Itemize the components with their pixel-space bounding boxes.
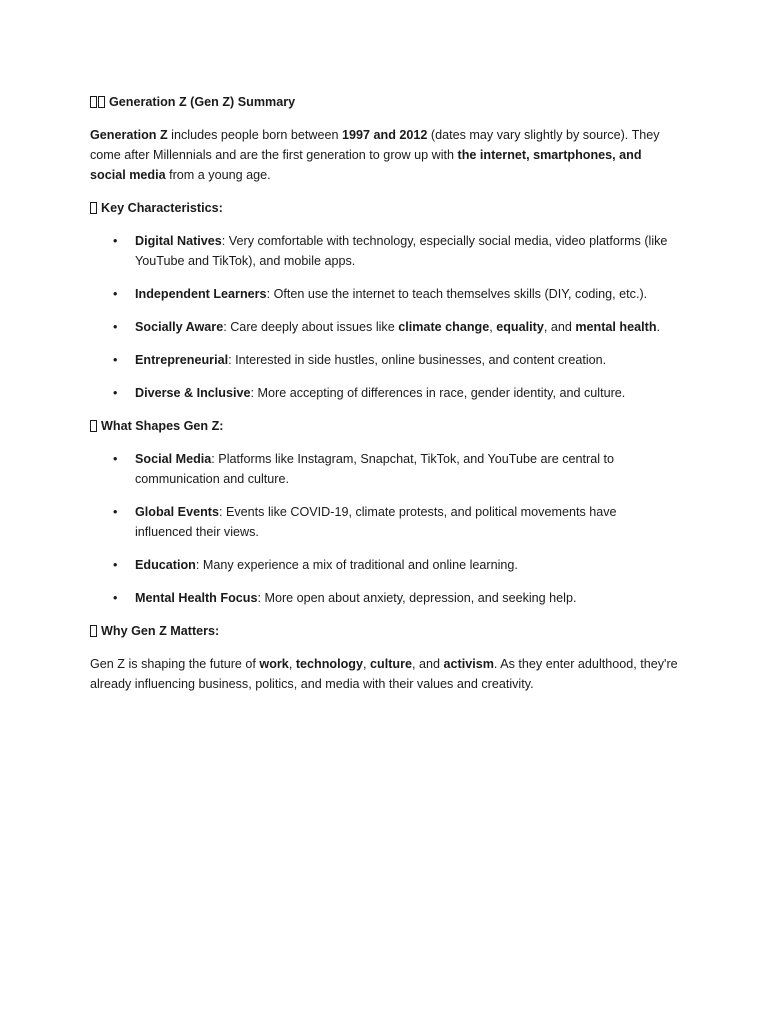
bullet-icon: •: [113, 287, 118, 301]
list-item: [113, 317, 678, 337]
section-heading: [90, 198, 678, 218]
text-run: Gen Z is shaping the future of: [90, 657, 260, 671]
bold-text: Social Media: [135, 452, 212, 466]
section-key-characteristics: [90, 198, 678, 403]
text-run: (dates may vary slightly by source). They come after Millennials and are the first generation to grow up with: [90, 128, 660, 162]
bullet-icon: •: [113, 353, 118, 367]
bullet-icon: •: [113, 558, 118, 572]
text-run: , and: [543, 320, 576, 334]
text-run: : Often use the internet to teach themselves skills (DIY, coding, etc.).: [266, 287, 648, 301]
text-run: from a young age.: [165, 168, 271, 182]
text-run: : Events like COVID-19, climate protests, and political movements have influenced their views.: [135, 505, 617, 539]
bold-text: Socially Aware: [135, 320, 224, 334]
text-run: , and: [412, 657, 444, 671]
bullet-icon: •: [113, 320, 118, 334]
text-run: . As they enter adulthood, they're already influencing business, politics, and media with their values and creativity.: [90, 657, 678, 691]
bold-text: equality: [496, 320, 544, 334]
intro-paragraph: [90, 125, 678, 185]
section-heading-text: What Shapes Gen Z:: [101, 419, 224, 433]
bullet-icon: •: [113, 234, 118, 248]
bold-text: Generation Z: [90, 128, 168, 142]
bold-text: mental health: [575, 320, 657, 334]
list-item: [113, 502, 678, 542]
text-run: : Care deeply about issues like: [223, 320, 399, 334]
text-run: : Very comfortable with technology, especially social media, video platforms (like YouTube and TikTok), and mobile apps.: [135, 234, 668, 268]
bold-text: culture: [370, 657, 412, 671]
bold-text: activism: [443, 657, 494, 671]
bold-text: Digital Natives: [135, 234, 222, 248]
list-item: [113, 231, 678, 271]
section-what-shapes: [90, 416, 678, 608]
text-run: : More open about anxiety, depression, and seeking help.: [257, 591, 577, 605]
missing-glyph-icon: [90, 202, 97, 214]
missing-glyph-icon: [90, 420, 97, 432]
missing-glyph-icon: [90, 625, 97, 637]
section-heading-text: Why Gen Z Matters:: [101, 624, 220, 638]
bold-text: the internet, smartphones, and social media: [90, 148, 642, 182]
text-run: ,: [489, 320, 497, 334]
list-item: [113, 284, 678, 304]
bold-text: Independent Learners: [135, 287, 267, 301]
section-heading: [90, 621, 678, 641]
text-run: : More accepting of differences in race, gender identity, and culture.: [250, 386, 626, 400]
text-run: ,: [363, 657, 370, 671]
bold-text: work: [259, 657, 289, 671]
text-run: : Many experience a mix of traditional and online learning.: [195, 558, 518, 572]
text-run: includes people born between: [167, 128, 343, 142]
document-title: [90, 92, 678, 112]
bold-text: Global Events: [135, 505, 219, 519]
text-run: .: [656, 320, 661, 334]
list-item: [113, 449, 678, 489]
list-item: [113, 350, 678, 370]
missing-glyph-pair-icon: [90, 96, 105, 108]
bold-text: 1997 and 2012: [342, 128, 428, 142]
bullet-icon: •: [113, 386, 118, 400]
text-run: : Platforms like Instagram, Snapchat, TikTok, and YouTube are central to communication and culture.: [135, 452, 615, 486]
list-item: [113, 588, 678, 608]
bullet-icon: •: [113, 591, 118, 605]
section-heading-text: Key Characteristics:: [101, 201, 223, 215]
section-why-matters: [90, 621, 678, 654]
text-run: ,: [288, 657, 296, 671]
bold-text: Diverse & Inclusive: [135, 386, 251, 400]
document-title-text: Generation Z (Gen Z) Summary: [109, 95, 296, 109]
bold-text: Education: [135, 558, 196, 572]
section-heading: [90, 416, 678, 436]
list-item: [113, 383, 678, 403]
bold-text: technology: [295, 657, 363, 671]
bullet-list: [90, 449, 678, 608]
bold-text: Entrepreneurial: [135, 353, 229, 367]
bullet-icon: •: [113, 452, 118, 466]
bullet-icon: •: [113, 505, 118, 519]
list-item: [113, 555, 678, 575]
bullet-list: [90, 231, 678, 403]
text-run: : Interested in side hustles, online businesses, and content creation.: [228, 353, 607, 367]
bold-text: Mental Health Focus: [135, 591, 258, 605]
closing-paragraph: [90, 654, 678, 694]
bold-text: climate change: [398, 320, 490, 334]
